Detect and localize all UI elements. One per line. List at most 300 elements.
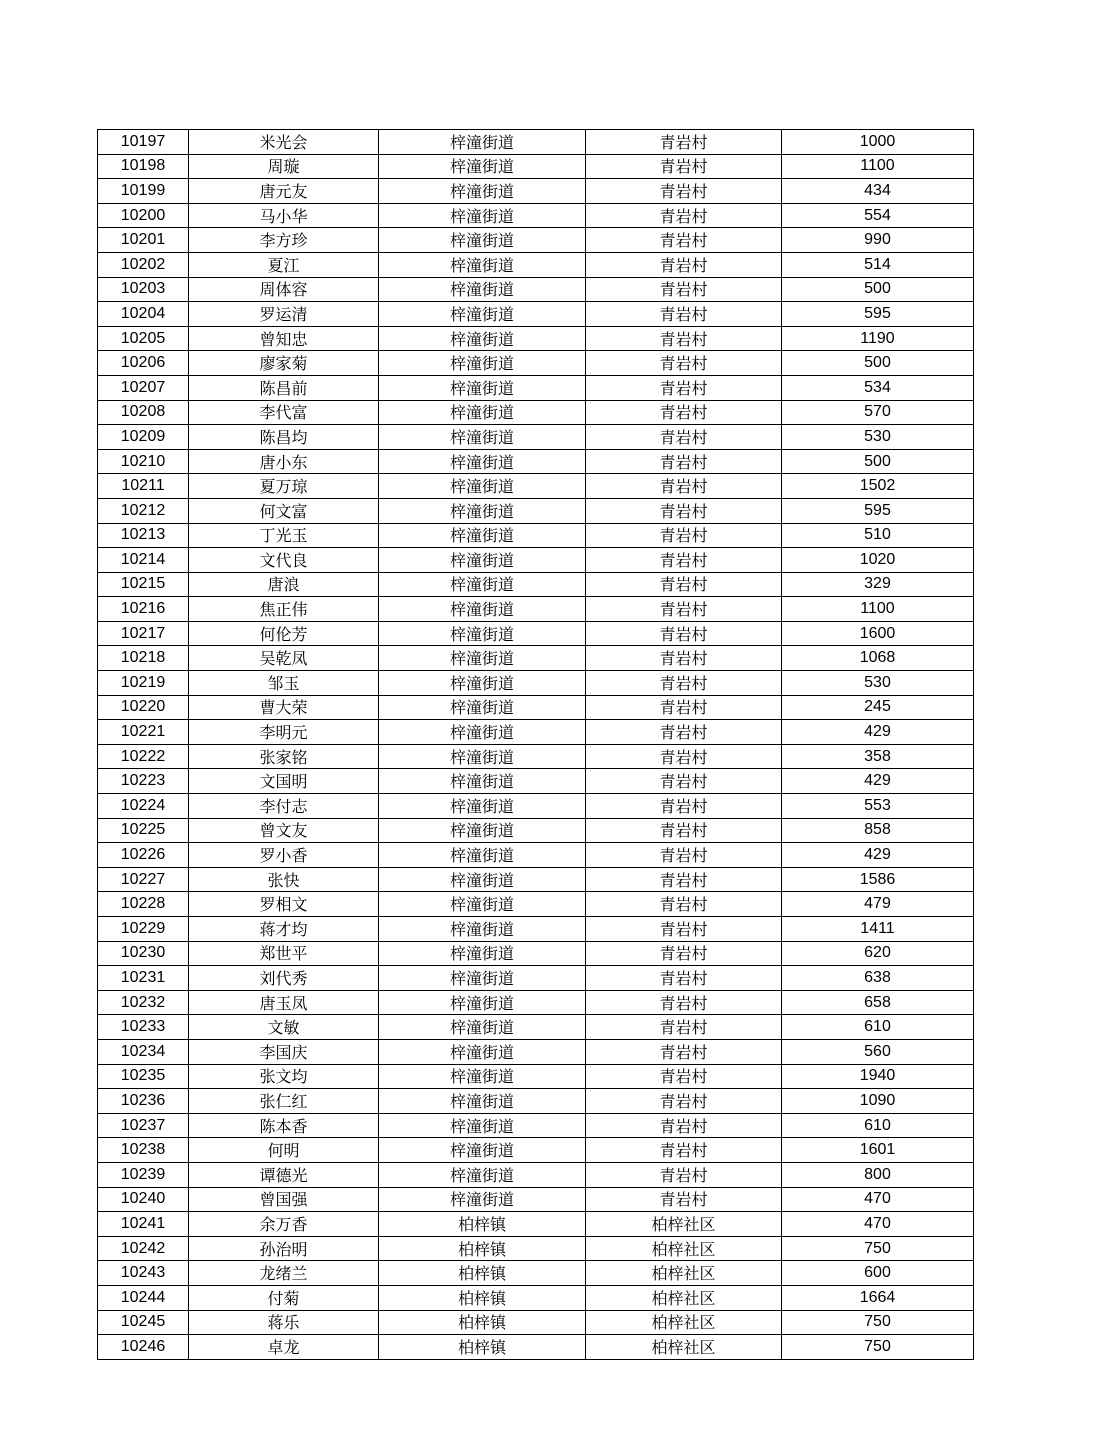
cell-name: 蒋乐 <box>189 1310 379 1335</box>
cell-id: 10213 <box>98 523 189 548</box>
cell-street: 梓潼街道 <box>379 1138 586 1163</box>
cell-name: 何伦芳 <box>189 621 379 646</box>
cell-name: 陈昌前 <box>189 375 379 400</box>
cell-village: 青岩村 <box>586 695 782 720</box>
cell-street: 梓潼街道 <box>379 843 586 868</box>
table-row <box>98 228 974 253</box>
cell-amount: 500 <box>782 277 974 302</box>
table-row <box>98 326 974 351</box>
cell-village: 青岩村 <box>586 203 782 228</box>
table-row <box>98 1212 974 1237</box>
table-row <box>98 744 974 769</box>
cell-id: 10230 <box>98 941 189 966</box>
table-row <box>98 966 974 991</box>
table-row <box>98 498 974 523</box>
cell-street: 柏梓镇 <box>379 1285 586 1310</box>
cell-village: 青岩村 <box>586 621 782 646</box>
cell-name: 文代良 <box>189 548 379 573</box>
cell-village: 青岩村 <box>586 252 782 277</box>
cell-village: 青岩村 <box>586 1187 782 1212</box>
cell-amount: 479 <box>782 892 974 917</box>
table-row <box>98 769 974 794</box>
table-row <box>98 1335 974 1360</box>
cell-name: 唐玉凤 <box>189 990 379 1015</box>
cell-village: 青岩村 <box>586 794 782 819</box>
cell-amount: 620 <box>782 941 974 966</box>
table-row <box>98 1162 974 1187</box>
cell-amount: 800 <box>782 1162 974 1187</box>
table-row <box>98 1285 974 1310</box>
cell-id: 10221 <box>98 720 189 745</box>
cell-street: 梓潼街道 <box>379 744 586 769</box>
cell-village: 青岩村 <box>586 523 782 548</box>
cell-name: 唐小东 <box>189 449 379 474</box>
table-row <box>98 597 974 622</box>
table-row <box>98 1039 974 1064</box>
cell-id: 10209 <box>98 425 189 450</box>
table-body <box>98 130 974 1360</box>
cell-street: 梓潼街道 <box>379 228 586 253</box>
cell-amount: 990 <box>782 228 974 253</box>
cell-village: 青岩村 <box>586 818 782 843</box>
cell-street: 梓潼街道 <box>379 351 586 376</box>
cell-village: 青岩村 <box>586 1064 782 1089</box>
table-row <box>98 449 974 474</box>
table-row <box>98 179 974 204</box>
cell-amount: 1190 <box>782 326 974 351</box>
cell-street: 梓潼街道 <box>379 892 586 917</box>
table-row <box>98 941 974 966</box>
cell-name: 罗相文 <box>189 892 379 917</box>
cell-village: 青岩村 <box>586 646 782 671</box>
table-row <box>98 646 974 671</box>
cell-amount: 429 <box>782 843 974 868</box>
cell-street: 梓潼街道 <box>379 252 586 277</box>
table-row <box>98 474 974 499</box>
cell-street: 柏梓镇 <box>379 1236 586 1261</box>
cell-amount: 1020 <box>782 548 974 573</box>
cell-street: 梓潼街道 <box>379 425 586 450</box>
cell-id: 10204 <box>98 302 189 327</box>
cell-amount: 358 <box>782 744 974 769</box>
cell-amount: 750 <box>782 1236 974 1261</box>
cell-street: 梓潼街道 <box>379 1015 586 1040</box>
table-row <box>98 843 974 868</box>
cell-amount: 1600 <box>782 621 974 646</box>
cell-id: 10212 <box>98 498 189 523</box>
cell-name: 夏万琼 <box>189 474 379 499</box>
table-row <box>98 1113 974 1138</box>
cell-street: 梓潼街道 <box>379 326 586 351</box>
cell-street: 梓潼街道 <box>379 449 586 474</box>
cell-amount: 610 <box>782 1113 974 1138</box>
cell-amount: 500 <box>782 351 974 376</box>
cell-village: 青岩村 <box>586 720 782 745</box>
cell-village: 青岩村 <box>586 130 782 155</box>
cell-amount: 595 <box>782 498 974 523</box>
cell-street: 梓潼街道 <box>379 990 586 1015</box>
cell-village: 青岩村 <box>586 154 782 179</box>
table-row <box>98 351 974 376</box>
cell-amount: 1100 <box>782 154 974 179</box>
cell-village: 青岩村 <box>586 892 782 917</box>
cell-name: 刘代秀 <box>189 966 379 991</box>
cell-name: 焦正伟 <box>189 597 379 622</box>
data-table <box>97 129 974 1360</box>
cell-street: 梓潼街道 <box>379 130 586 155</box>
cell-id: 10234 <box>98 1039 189 1064</box>
table-row <box>98 1236 974 1261</box>
cell-village: 青岩村 <box>586 449 782 474</box>
cell-id: 10229 <box>98 917 189 942</box>
cell-street: 梓潼街道 <box>379 277 586 302</box>
cell-village: 青岩村 <box>586 1015 782 1040</box>
cell-name: 曾知忠 <box>189 326 379 351</box>
cell-street: 梓潼街道 <box>379 720 586 745</box>
cell-id: 10211 <box>98 474 189 499</box>
cell-street: 梓潼街道 <box>379 794 586 819</box>
cell-id: 10205 <box>98 326 189 351</box>
cell-street: 梓潼街道 <box>379 498 586 523</box>
cell-name: 丁光玉 <box>189 523 379 548</box>
cell-amount: 595 <box>782 302 974 327</box>
cell-amount: 429 <box>782 769 974 794</box>
cell-amount: 858 <box>782 818 974 843</box>
cell-amount: 429 <box>782 720 974 745</box>
cell-amount: 530 <box>782 425 974 450</box>
cell-name: 唐浪 <box>189 572 379 597</box>
cell-name: 李明元 <box>189 720 379 745</box>
cell-village: 柏梓社区 <box>586 1236 782 1261</box>
cell-village: 青岩村 <box>586 1113 782 1138</box>
cell-village: 青岩村 <box>586 1039 782 1064</box>
cell-village: 青岩村 <box>586 326 782 351</box>
cell-village: 青岩村 <box>586 843 782 868</box>
cell-village: 柏梓社区 <box>586 1335 782 1360</box>
cell-name: 何明 <box>189 1138 379 1163</box>
cell-village: 青岩村 <box>586 425 782 450</box>
table-row <box>98 1089 974 1114</box>
cell-amount: 638 <box>782 966 974 991</box>
cell-name: 周璇 <box>189 154 379 179</box>
table-row <box>98 621 974 646</box>
cell-amount: 1068 <box>782 646 974 671</box>
cell-id: 10235 <box>98 1064 189 1089</box>
cell-street: 梓潼街道 <box>379 597 586 622</box>
cell-village: 青岩村 <box>586 671 782 696</box>
cell-street: 梓潼街道 <box>379 1064 586 1089</box>
cell-street: 梓潼街道 <box>379 818 586 843</box>
cell-village: 柏梓社区 <box>586 1285 782 1310</box>
cell-street: 梓潼街道 <box>379 302 586 327</box>
cell-id: 10214 <box>98 548 189 573</box>
cell-id: 10236 <box>98 1089 189 1114</box>
cell-id: 10203 <box>98 277 189 302</box>
table-row <box>98 818 974 843</box>
cell-id: 10206 <box>98 351 189 376</box>
cell-id: 10223 <box>98 769 189 794</box>
cell-name: 曾国强 <box>189 1187 379 1212</box>
cell-amount: 1090 <box>782 1089 974 1114</box>
cell-street: 梓潼街道 <box>379 917 586 942</box>
cell-id: 10243 <box>98 1261 189 1286</box>
cell-street: 梓潼街道 <box>379 769 586 794</box>
table-row <box>98 1064 974 1089</box>
cell-street: 梓潼街道 <box>379 400 586 425</box>
cell-id: 10224 <box>98 794 189 819</box>
cell-village: 青岩村 <box>586 572 782 597</box>
cell-id: 10216 <box>98 597 189 622</box>
cell-village: 青岩村 <box>586 966 782 991</box>
cell-name: 米光会 <box>189 130 379 155</box>
cell-amount: 1000 <box>782 130 974 155</box>
cell-id: 10226 <box>98 843 189 868</box>
cell-amount: 553 <box>782 794 974 819</box>
cell-street: 梓潼街道 <box>379 1039 586 1064</box>
cell-street: 梓潼街道 <box>379 966 586 991</box>
cell-amount: 600 <box>782 1261 974 1286</box>
cell-street: 梓潼街道 <box>379 154 586 179</box>
cell-village: 青岩村 <box>586 769 782 794</box>
cell-street: 梓潼街道 <box>379 203 586 228</box>
cell-street: 梓潼街道 <box>379 179 586 204</box>
cell-village: 青岩村 <box>586 375 782 400</box>
cell-street: 梓潼街道 <box>379 671 586 696</box>
cell-name: 李付志 <box>189 794 379 819</box>
cell-name: 李代富 <box>189 400 379 425</box>
cell-street: 柏梓镇 <box>379 1310 586 1335</box>
cell-id: 10198 <box>98 154 189 179</box>
cell-name: 周体容 <box>189 277 379 302</box>
cell-amount: 1586 <box>782 867 974 892</box>
cell-id: 10197 <box>98 130 189 155</box>
cell-id: 10231 <box>98 966 189 991</box>
cell-amount: 1601 <box>782 1138 974 1163</box>
cell-amount: 329 <box>782 572 974 597</box>
cell-village: 青岩村 <box>586 548 782 573</box>
cell-amount: 500 <box>782 449 974 474</box>
cell-amount: 470 <box>782 1187 974 1212</box>
cell-name: 陈本香 <box>189 1113 379 1138</box>
cell-amount: 560 <box>782 1039 974 1064</box>
cell-name: 李方珍 <box>189 228 379 253</box>
cell-village: 青岩村 <box>586 228 782 253</box>
cell-name: 龙绪兰 <box>189 1261 379 1286</box>
cell-name: 文敏 <box>189 1015 379 1040</box>
cell-village: 青岩村 <box>586 990 782 1015</box>
table-row <box>98 867 974 892</box>
cell-name: 何文富 <box>189 498 379 523</box>
cell-name: 陈昌均 <box>189 425 379 450</box>
table-row <box>98 203 974 228</box>
cell-id: 10210 <box>98 449 189 474</box>
cell-street: 梓潼街道 <box>379 523 586 548</box>
cell-id: 10207 <box>98 375 189 400</box>
cell-amount: 470 <box>782 1212 974 1237</box>
table-row <box>98 695 974 720</box>
cell-village: 青岩村 <box>586 400 782 425</box>
cell-street: 梓潼街道 <box>379 646 586 671</box>
cell-street: 梓潼街道 <box>379 1113 586 1138</box>
table-row <box>98 548 974 573</box>
table-row <box>98 1261 974 1286</box>
cell-street: 梓潼街道 <box>379 474 586 499</box>
cell-name: 张家铭 <box>189 744 379 769</box>
cell-village: 青岩村 <box>586 597 782 622</box>
cell-village: 青岩村 <box>586 917 782 942</box>
cell-id: 10237 <box>98 1113 189 1138</box>
cell-village: 柏梓社区 <box>586 1261 782 1286</box>
cell-name: 罗小香 <box>189 843 379 868</box>
cell-id: 10240 <box>98 1187 189 1212</box>
cell-amount: 245 <box>782 695 974 720</box>
cell-amount: 658 <box>782 990 974 1015</box>
cell-id: 10200 <box>98 203 189 228</box>
table-row <box>98 154 974 179</box>
cell-id: 10233 <box>98 1015 189 1040</box>
cell-amount: 510 <box>782 523 974 548</box>
cell-amount: 534 <box>782 375 974 400</box>
cell-village: 青岩村 <box>586 498 782 523</box>
cell-amount: 530 <box>782 671 974 696</box>
cell-street: 梓潼街道 <box>379 548 586 573</box>
cell-amount: 750 <box>782 1335 974 1360</box>
cell-name: 谭德光 <box>189 1162 379 1187</box>
cell-village: 青岩村 <box>586 474 782 499</box>
cell-id: 10242 <box>98 1236 189 1261</box>
cell-name: 唐元友 <box>189 179 379 204</box>
table-row <box>98 1015 974 1040</box>
table-row <box>98 1138 974 1163</box>
table-row <box>98 130 974 155</box>
cell-amount: 570 <box>782 400 974 425</box>
cell-amount: 610 <box>782 1015 974 1040</box>
cell-id: 10219 <box>98 671 189 696</box>
cell-amount: 1940 <box>782 1064 974 1089</box>
cell-name: 吴乾凤 <box>189 646 379 671</box>
cell-street: 梓潼街道 <box>379 1187 586 1212</box>
cell-name: 曾文友 <box>189 818 379 843</box>
cell-street: 梓潼街道 <box>379 375 586 400</box>
table-row <box>98 892 974 917</box>
cell-village: 青岩村 <box>586 1138 782 1163</box>
cell-village: 青岩村 <box>586 1089 782 1114</box>
cell-name: 罗运清 <box>189 302 379 327</box>
cell-name: 孙治明 <box>189 1236 379 1261</box>
cell-village: 青岩村 <box>586 1162 782 1187</box>
table-row <box>98 1187 974 1212</box>
table-row <box>98 302 974 327</box>
cell-name: 马小华 <box>189 203 379 228</box>
cell-amount: 434 <box>782 179 974 204</box>
cell-street: 梓潼街道 <box>379 621 586 646</box>
table-row <box>98 990 974 1015</box>
cell-village: 柏梓社区 <box>586 1310 782 1335</box>
cell-name: 夏江 <box>189 252 379 277</box>
table-row <box>98 671 974 696</box>
cell-village: 青岩村 <box>586 351 782 376</box>
cell-name: 张文均 <box>189 1064 379 1089</box>
cell-id: 10199 <box>98 179 189 204</box>
cell-name: 张快 <box>189 867 379 892</box>
table-row <box>98 523 974 548</box>
cell-id: 10217 <box>98 621 189 646</box>
cell-village: 青岩村 <box>586 744 782 769</box>
cell-id: 10218 <box>98 646 189 671</box>
cell-id: 10244 <box>98 1285 189 1310</box>
table-row <box>98 277 974 302</box>
cell-id: 10222 <box>98 744 189 769</box>
cell-name: 曹大荣 <box>189 695 379 720</box>
cell-amount: 1664 <box>782 1285 974 1310</box>
table-row <box>98 252 974 277</box>
cell-id: 10238 <box>98 1138 189 1163</box>
cell-id: 10208 <box>98 400 189 425</box>
cell-name: 张仁红 <box>189 1089 379 1114</box>
cell-street: 柏梓镇 <box>379 1212 586 1237</box>
cell-street: 梓潼街道 <box>379 695 586 720</box>
cell-id: 10227 <box>98 867 189 892</box>
cell-id: 10220 <box>98 695 189 720</box>
cell-street: 柏梓镇 <box>379 1335 586 1360</box>
cell-name: 郑世平 <box>189 941 379 966</box>
table-row <box>98 400 974 425</box>
table-row <box>98 375 974 400</box>
cell-village: 青岩村 <box>586 302 782 327</box>
cell-name: 付菊 <box>189 1285 379 1310</box>
cell-id: 10239 <box>98 1162 189 1187</box>
cell-street: 梓潼街道 <box>379 867 586 892</box>
cell-street: 梓潼街道 <box>379 1089 586 1114</box>
cell-street: 柏梓镇 <box>379 1261 586 1286</box>
cell-amount: 750 <box>782 1310 974 1335</box>
cell-id: 10246 <box>98 1335 189 1360</box>
cell-id: 10202 <box>98 252 189 277</box>
cell-village: 青岩村 <box>586 179 782 204</box>
cell-name: 蒋才均 <box>189 917 379 942</box>
cell-street: 梓潼街道 <box>379 1162 586 1187</box>
cell-id: 10228 <box>98 892 189 917</box>
cell-village: 青岩村 <box>586 277 782 302</box>
cell-name: 李国庆 <box>189 1039 379 1064</box>
cell-id: 10232 <box>98 990 189 1015</box>
cell-id: 10241 <box>98 1212 189 1237</box>
cell-name: 廖家菊 <box>189 351 379 376</box>
table-row <box>98 720 974 745</box>
cell-village: 青岩村 <box>586 867 782 892</box>
table-row <box>98 425 974 450</box>
cell-name: 文国明 <box>189 769 379 794</box>
table-row <box>98 572 974 597</box>
cell-amount: 514 <box>782 252 974 277</box>
cell-amount: 1411 <box>782 917 974 942</box>
cell-id: 10201 <box>98 228 189 253</box>
cell-name: 邹玉 <box>189 671 379 696</box>
cell-street: 梓潼街道 <box>379 941 586 966</box>
cell-id: 10215 <box>98 572 189 597</box>
cell-amount: 1100 <box>782 597 974 622</box>
cell-village: 柏梓社区 <box>586 1212 782 1237</box>
cell-id: 10225 <box>98 818 189 843</box>
cell-name: 卓龙 <box>189 1335 379 1360</box>
table-row <box>98 917 974 942</box>
cell-name: 余万香 <box>189 1212 379 1237</box>
table-row <box>98 1310 974 1335</box>
cell-amount: 1502 <box>782 474 974 499</box>
cell-street: 梓潼街道 <box>379 572 586 597</box>
cell-amount: 554 <box>782 203 974 228</box>
cell-id: 10245 <box>98 1310 189 1335</box>
